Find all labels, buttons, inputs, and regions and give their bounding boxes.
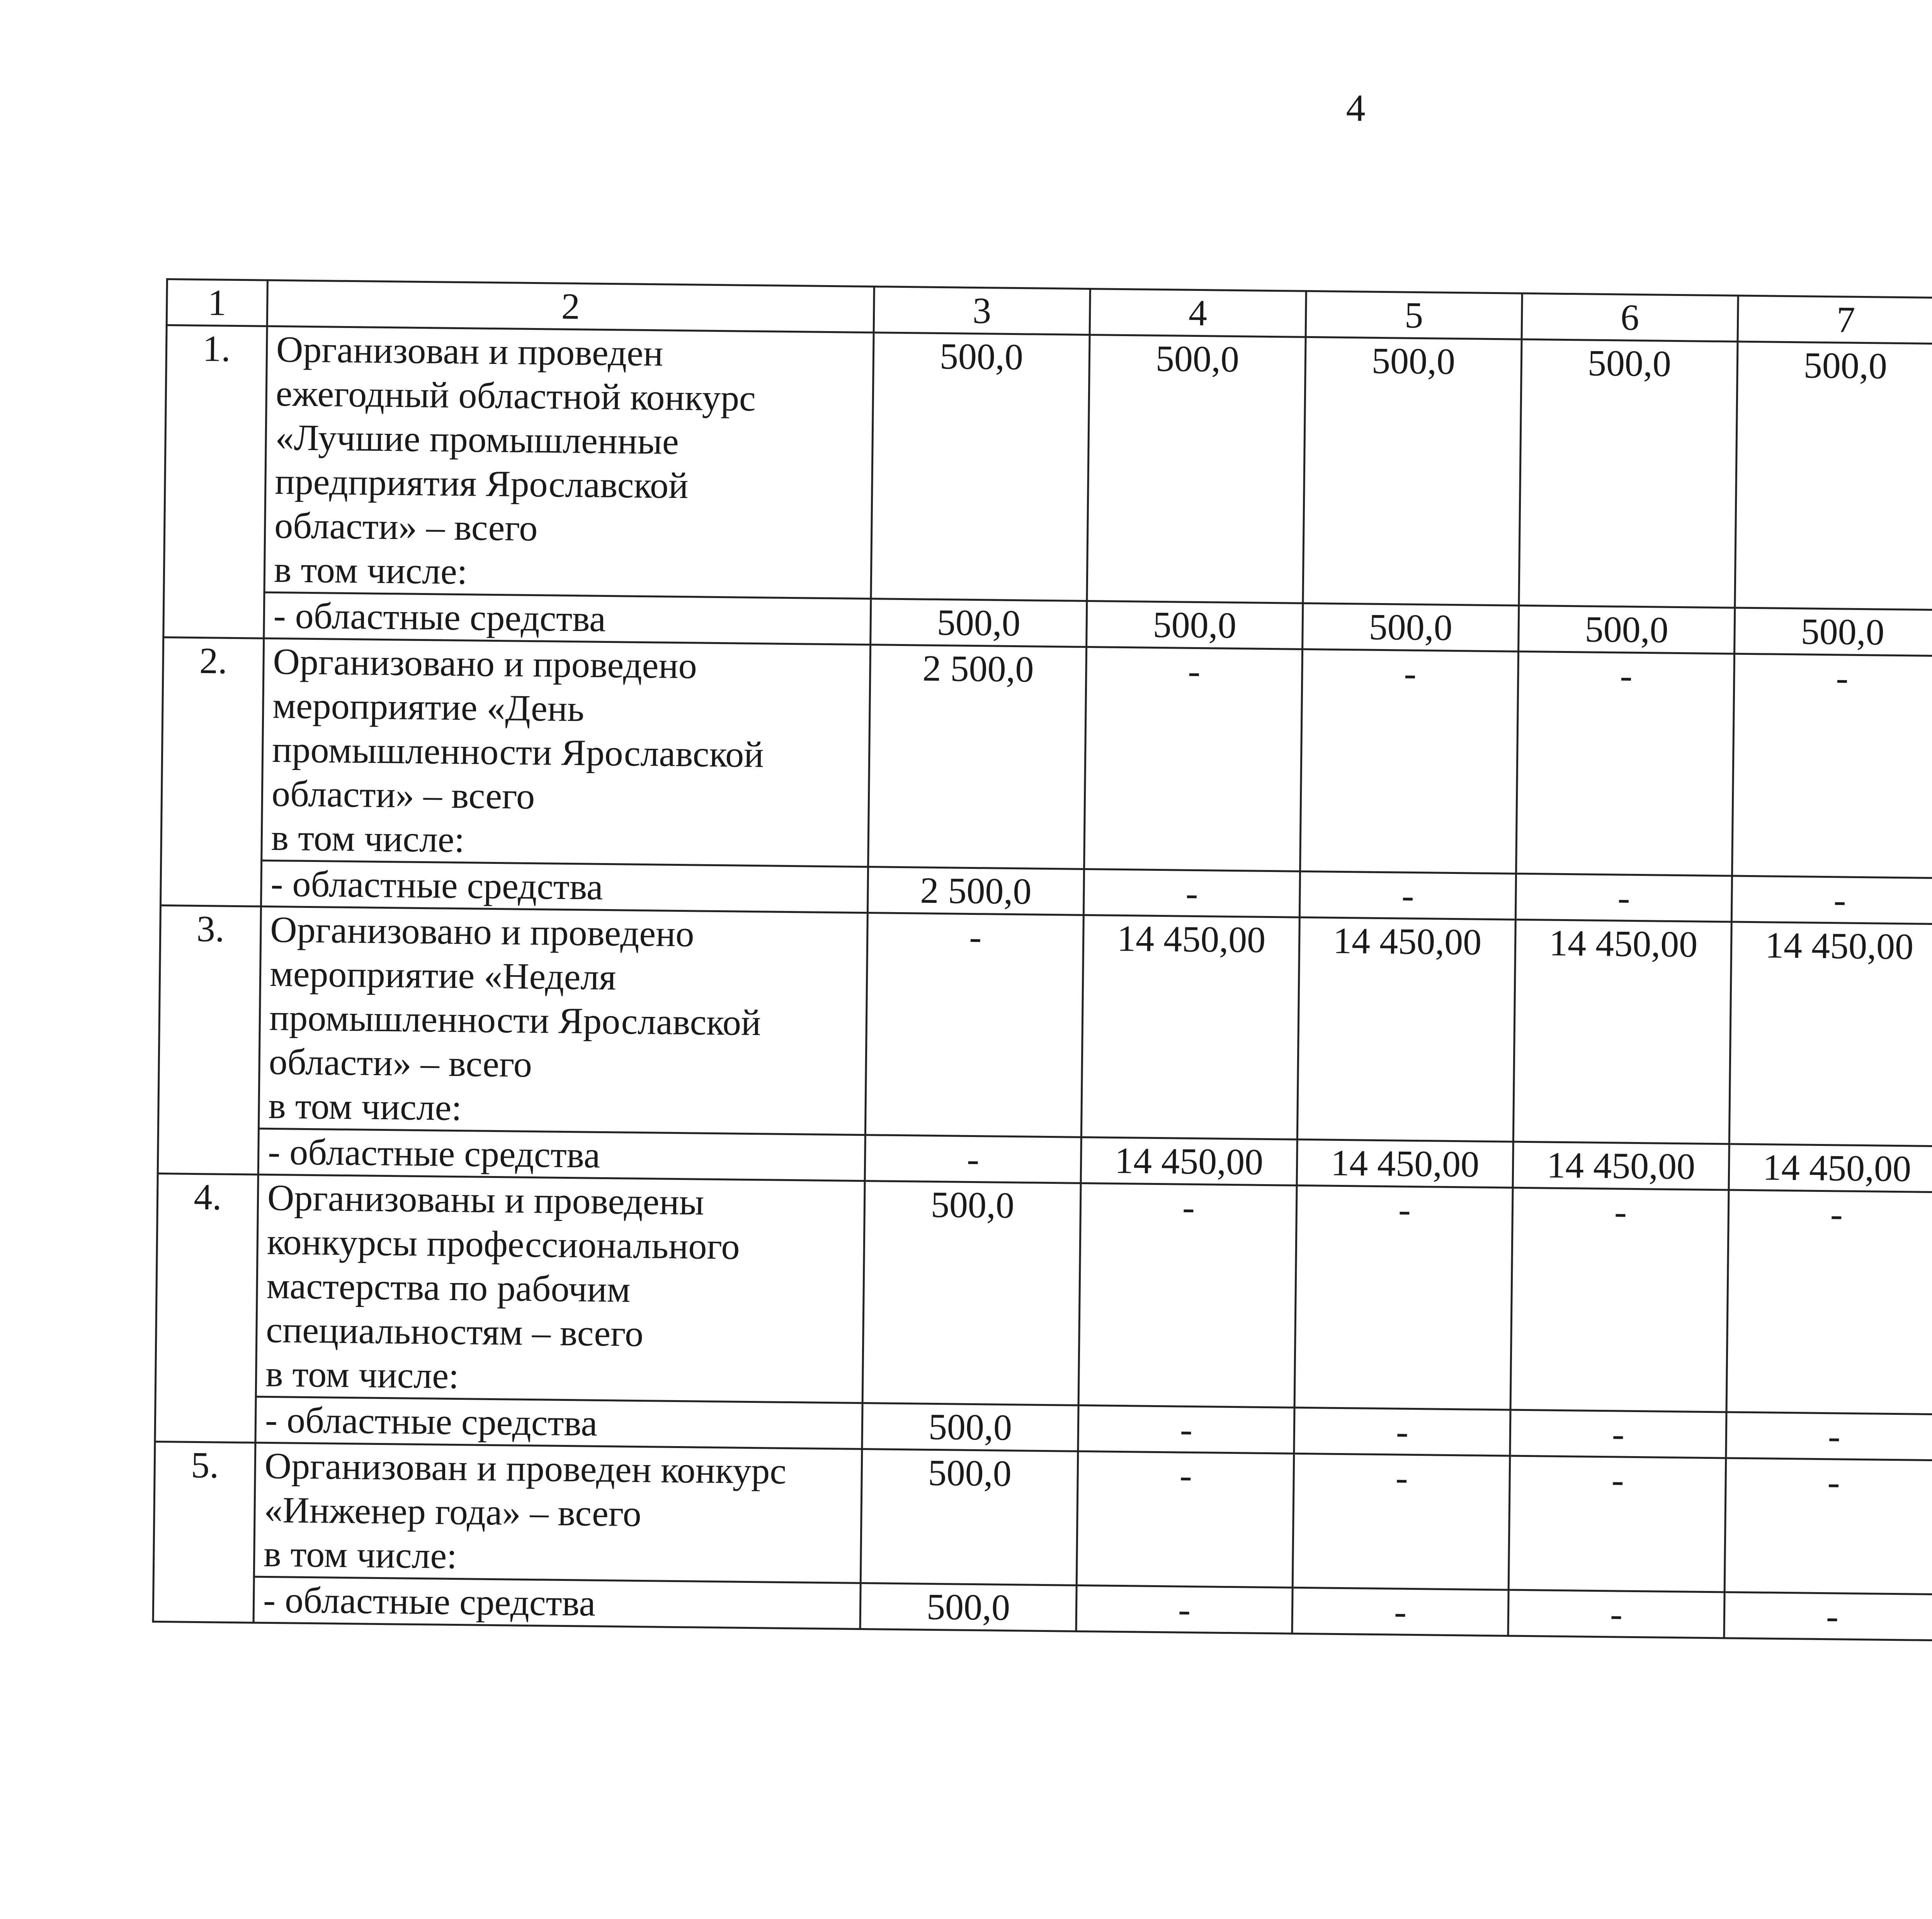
sub-value-cell: - [1292,1588,1509,1636]
value-cell: 2 500,0 [868,645,1087,869]
sub-value-cell: - [1078,1405,1294,1453]
row-title-line: в том числе: [263,1533,457,1577]
header-col-2: 2 [267,280,874,332]
subrow-label: - областные средства [258,1129,865,1181]
row-title-line: в том числе: [265,1353,459,1397]
subrow-label: - областные средства [264,592,871,644]
header-col-3: 3 [874,287,1090,335]
sub-value-cell: 500,0 [862,1403,1078,1452]
value-cell: 500,0 [1735,342,1932,610]
row-title-line: конкурсы профессионального [267,1220,740,1267]
value-cell: 500,0 [871,333,1090,601]
value-cell: - [1294,1185,1513,1410]
row-title-line: в том числе: [268,1084,462,1129]
row-title [262,638,871,867]
row-title-line: Организован и проведен конкурс [264,1445,787,1492]
row-title-line: мастерства по рабочим [266,1265,631,1310]
value-cell: 500,0 [861,1449,1078,1586]
sub-value-cell: - [1510,1410,1726,1458]
row-title-line: Организовано и проведено [270,908,695,955]
table-row [158,905,1932,1153]
value-cell: 500,0 [1303,337,1522,605]
value-cell: - [1509,1456,1726,1592]
row-title-line: в том числе: [271,816,465,860]
table-row [164,325,1932,617]
sub-value-cell: 14 450,00 [1081,1137,1297,1185]
sub-value-cell: - [1294,1407,1510,1456]
value-cell: - [1726,1190,1932,1414]
row-title-line: специальностям – всего [265,1309,644,1355]
row-title [264,326,874,598]
row-number: 2. [160,637,264,906]
value-cell: - [1077,1451,1294,1588]
row-number: 4. [155,1173,258,1443]
sub-value-cell: - [1508,1590,1725,1638]
value-cell: 14 450,00 [1513,920,1731,1144]
value-cell: - [1725,1458,1932,1594]
sub-value-cell: 500,0 [1519,605,1735,654]
sub-value-cell: 500,0 [871,599,1087,647]
row-title [256,1175,865,1403]
row-number: 3. [158,905,261,1175]
value-cell: - [1510,1188,1729,1412]
row-title-line: Организован и проведен [276,328,663,374]
sub-value-cell: - [1083,869,1300,917]
row-title-line: мероприятие «День [272,684,585,729]
value-cell: - [1516,651,1735,876]
sub-value-cell: - [1731,876,1932,924]
value-cell: 14 450,00 [1729,922,1932,1146]
subrow-label: - областные средства [253,1577,861,1629]
row-title-line: Организовано и проведено [273,640,697,687]
sub-value-cell: 2 500,0 [867,867,1084,915]
header-col-4: 4 [1090,289,1306,337]
funding-table [152,278,1932,1648]
value-cell: - [1078,1183,1297,1407]
value-cell: - [1293,1453,1510,1590]
row-title [254,1443,862,1583]
row-title-line: «Инженер года» – всего [264,1489,642,1535]
sub-value-cell: 500,0 [1087,601,1303,649]
table-body [153,325,1932,1647]
row-title-line: области» – всего [271,772,535,817]
value-cell: 14 450,00 [1297,917,1515,1142]
header-col-1: 1 [167,279,267,326]
row-title-line: предприятия Ярославской [274,460,689,507]
value-cell: - [1300,649,1519,874]
row-title-line: промышленности Ярославской [269,996,761,1044]
sub-value-cell: 500,0 [1303,603,1519,651]
row-title-line: в том числе: [274,548,468,592]
sub-value-cell: - [1724,1592,1932,1640]
table-row [153,1441,1932,1601]
row-title-line: Организованы и проведены [267,1176,704,1223]
subrow-label: - областные средства [255,1397,862,1449]
header-col-6: 6 [1522,293,1738,342]
table-row [155,1173,1932,1421]
table-row [161,637,1932,885]
row-title-line: ежегодный областной конкурс [276,372,756,419]
value-cell: 500,0 [1519,339,1738,608]
row-title-line: промышленности Ярославской [272,728,764,775]
sub-value-cell: 500,0 [860,1583,1077,1632]
sub-value-cell: 14 450,00 [1729,1144,1932,1192]
sub-value-cell: - [1515,874,1732,922]
sub-value-cell: - [1076,1585,1293,1633]
sub-value-cell: - [1726,1412,1932,1460]
value-cell: - [865,913,1083,1137]
sub-value-cell: 14 450,00 [1513,1142,1729,1190]
row-title-line: области» – всего [269,1040,532,1085]
value-cell: 14 450,00 [1081,915,1299,1139]
row-title-line: области» – всего [274,504,538,549]
sub-value-cell: 500,0 [1735,608,1932,656]
value-cell: - [1732,654,1932,878]
row-title-line: «Лучшие промышленные [275,416,679,462]
sub-value-cell: - [1299,871,1516,920]
row-number: 5. [153,1441,255,1623]
header-col-7: 7 [1738,296,1932,344]
sub-value-cell: - [865,1135,1081,1183]
value-cell: 500,0 [1087,335,1306,603]
row-title [259,906,867,1135]
sub-value-cell: 14 450,00 [1297,1139,1513,1188]
row-number: 1. [163,325,267,639]
row-title-line: мероприятие «Неделя [269,952,617,998]
page-number: 4 [1346,87,1366,129]
value-cell: - [1084,647,1303,871]
header-col-5: 5 [1306,291,1522,339]
value-cell: 500,0 [862,1181,1081,1406]
subrow-label: - областные средства [261,860,868,913]
